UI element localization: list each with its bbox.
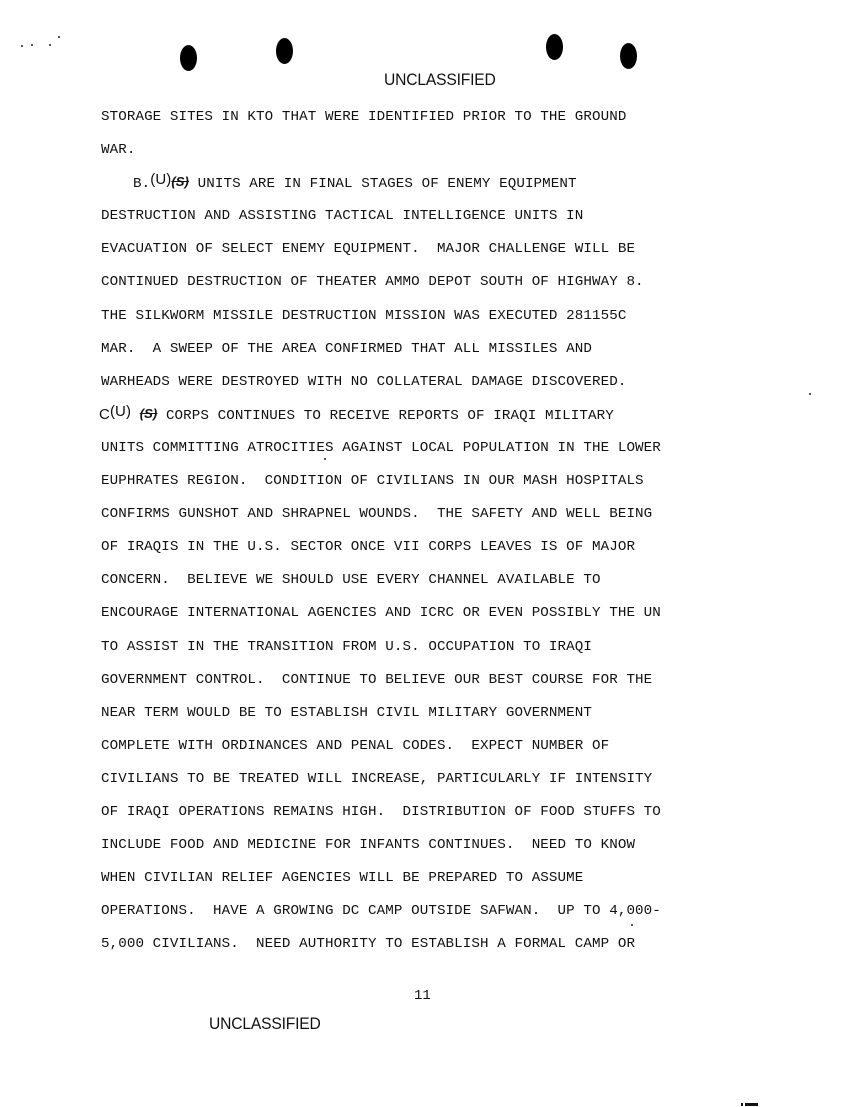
body-line: ENCOURAGE INTERNATIONAL AGENCIES AND ICRC OR EVEN POSSIBLY THE UN bbox=[101, 605, 661, 622]
body-line: EUPHRATES REGION. CONDITION OF CIVILIANS IN OUR MASH HOSPITALS bbox=[101, 473, 644, 490]
body-line: CIVILIANS TO BE TREATED WILL INCREASE, PARTICULARLY IF INTENSITY bbox=[101, 770, 653, 787]
punch-hole-4 bbox=[620, 43, 637, 69]
struck-classification-marking: (S) bbox=[171, 174, 189, 190]
body-line: DESTRUCTION AND ASSISTING TACTICAL INTELLIGENCE UNITS IN bbox=[101, 208, 584, 225]
body-line: TO ASSIST IN THE TRANSITION FROM U.S. OCCUPATION TO IRAQI bbox=[101, 638, 592, 655]
body-line: OPERATIONS. HAVE A GROWING DC CAMP OUTSIDE SAFWAN. UP TO 4,000- bbox=[101, 903, 661, 920]
classification-marking-bottom: UNCLASSIFIED bbox=[209, 1014, 321, 1033]
body-line: 5,000 CIVILIANS. NEED AUTHORITY TO ESTABLISH A FORMAL CAMP OR bbox=[101, 936, 636, 953]
scan-speck bbox=[49, 44, 51, 46]
paragraph-b-first-line bbox=[101, 172, 781, 205]
paragraph-c-label: C bbox=[99, 405, 110, 423]
body-line: EVACUATION OF SELECT ENEMY EQUIPMENT. MAJOR CHALLENGE WILL BE bbox=[101, 241, 636, 258]
body-line: INCLUDE FOOD AND MEDICINE FOR INFANTS CONTINUES. NEED TO KNOW bbox=[101, 837, 636, 854]
body-line: OF IRAQI OPERATIONS REMAINS HIGH. DISTRIBUTION OF FOOD STUFFS TO bbox=[101, 803, 661, 820]
scan-artifact bbox=[741, 1103, 743, 1106]
paragraph-b-text: UNITS ARE IN FINAL STAGES OF ENEMY EQUIPMENT bbox=[189, 176, 577, 193]
body-line: THE SILKWORM MISSILE DESTRUCTION MISSION WAS EXECUTED 281155C bbox=[101, 307, 627, 324]
body-line: CONFIRMS GUNSHOT AND SHRAPNEL WOUNDS. THE SAFETY AND WELL BEING bbox=[101, 506, 653, 523]
paragraph-b-classification: (U) bbox=[150, 171, 172, 189]
body-line: NEAR TERM WOULD BE TO ESTABLISH CIVIL MILITARY GOVERNMENT bbox=[101, 704, 592, 721]
scan-speck bbox=[809, 393, 811, 395]
body-line: WAR. bbox=[101, 142, 136, 159]
paragraph-b-label: B. bbox=[133, 176, 151, 193]
classification-marking-top: UNCLASSIFIED bbox=[384, 70, 496, 89]
punch-hole-3 bbox=[546, 34, 563, 60]
body-line: WARHEADS WERE DESTROYED WITH NO COLLATERAL DAMAGE DISCOVERED. bbox=[101, 373, 627, 390]
scan-speck bbox=[58, 36, 60, 38]
paragraph-c-first-line bbox=[99, 404, 781, 437]
paragraph-c-text: CORPS CONTINUES TO RECEIVE REPORTS OF IRAQI MILITARY bbox=[157, 407, 614, 424]
scan-artifact bbox=[745, 1103, 758, 1106]
page-number: 11 bbox=[414, 988, 431, 1004]
body-line: UNITS COMMITTING ATROCITIES AGAINST LOCAL POPULATION IN THE LOWER bbox=[101, 439, 661, 456]
body-line: MAR. A SWEEP OF THE AREA CONFIRMED THAT ALL MISSILES AND bbox=[101, 340, 592, 357]
body-line: CONTINUED DESTRUCTION OF THEATER AMMO DEPOT SOUTH OF HIGHWAY 8. bbox=[101, 274, 644, 291]
scan-speck bbox=[21, 45, 23, 47]
body-line: GOVERNMENT CONTROL. CONTINUE TO BELIEVE OUR BEST COURSE FOR THE bbox=[101, 671, 653, 688]
punch-hole-2 bbox=[276, 38, 293, 64]
scan-speck bbox=[31, 44, 33, 46]
document-body bbox=[101, 106, 781, 966]
paragraph-c-classification: (U) bbox=[109, 402, 132, 420]
struck-classification-marking: (S) bbox=[139, 405, 158, 421]
body-line: WHEN CIVILIAN RELIEF AGENCIES WILL BE PREPARED TO ASSUME bbox=[101, 870, 584, 887]
body-line: STORAGE SITES IN KTO THAT WERE IDENTIFIED PRIOR TO THE GROUND bbox=[101, 109, 627, 125]
body-line: OF IRAQIS IN THE U.S. SECTOR ONCE VII CORPS LEAVES IS OF MAJOR bbox=[101, 539, 636, 556]
body-line: COMPLETE WITH ORDINANCES AND PENAL CODES. EXPECT NUMBER OF bbox=[101, 737, 610, 754]
punch-hole-1 bbox=[180, 45, 197, 71]
body-line: CONCERN. BELIEVE WE SHOULD USE EVERY CHANNEL AVAILABLE TO bbox=[101, 572, 601, 589]
